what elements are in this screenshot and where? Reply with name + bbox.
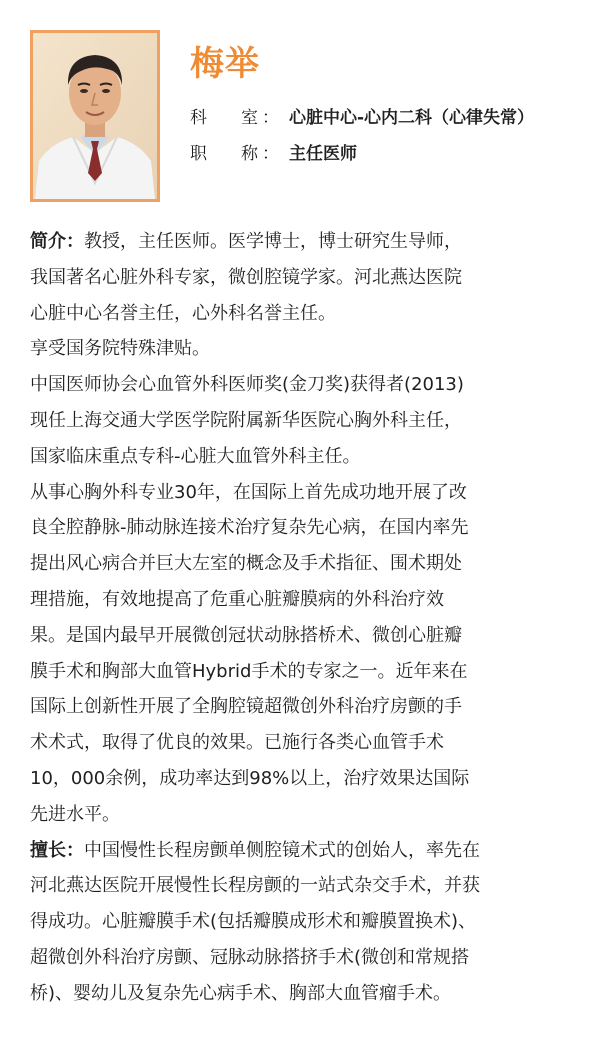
intro-line: 提出风心病合并巨大左室的概念及手术指征、围术期处 <box>30 553 462 575</box>
intro-line: 现任上海交通大学医学院附属新华医院心胸外科主任， <box>30 409 462 431</box>
intro-line: 先进水平。 <box>30 803 120 825</box>
specialty-text: 中国慢性长程房颤单侧腔镜术式的创始人，率先在 <box>84 839 480 861</box>
department-label: 科 室 <box>190 108 258 128</box>
biography <box>30 224 575 1012</box>
intro-line: 从事心胸外科专业30年，在国际上首先成功地开展了改 <box>30 481 467 503</box>
intro-line: 我国著名心脏外科专家，微创腔镜学家。河北燕达医院 <box>30 266 462 288</box>
intro-text: 教授，主任医师。医学博士，博士研究生导师， <box>84 231 462 252</box>
intro-line: 享受国务院特殊津贴。 <box>30 338 210 360</box>
doctor-photo <box>30 30 160 202</box>
department-row <box>190 106 534 130</box>
job-title-colon: ： <box>262 144 279 164</box>
intro-line: 良全腔静脉-肺动脉连接术治疗复杂先心病，在国内率先 <box>30 517 469 539</box>
department-colon: ： <box>262 108 279 128</box>
doctor-name: 梅举 <box>190 44 260 84</box>
specialty-line: 超微创外科治疗房颤、冠脉动脉搭挤手术(微创和常规搭 <box>30 946 470 968</box>
specialty-line <box>30 833 575 869</box>
intro-line: 理措施，有效地提高了危重心脏瓣膜病的外科治疗效 <box>30 588 444 610</box>
intro-line: 心脏中心名誉主任，心外科名誉主任。 <box>30 302 336 324</box>
intro-line: 10，000余例，成功率达到98%以上，治疗效果达国际 <box>30 767 470 789</box>
job-title-row <box>190 142 357 166</box>
specialty-line: 河北燕达医院开展慢性长程房颤的一站式杂交手术，并获 <box>30 875 480 897</box>
department-value: 心脏中心-心内二科（心律失常） <box>289 108 535 128</box>
intro-label: 简介： <box>30 231 84 252</box>
specialty-label: 擅长： <box>30 839 84 861</box>
specialty-line: 得成功。心脏瓣膜手术(包括瓣膜成形术和瓣膜置换术)、 <box>30 911 477 933</box>
job-title-value: 主任医师 <box>289 144 357 164</box>
specialty-line: 桥)、婴幼儿及复杂先心病手术、胸部大血管瘤手术。 <box>30 982 452 1004</box>
intro-line <box>30 224 575 260</box>
intro-line: 膜手术和胸部大血管Hybrid手术的专家之一。近年来在 <box>30 660 468 682</box>
job-title-label: 职 称 <box>190 144 258 164</box>
doctor-portrait-image <box>33 33 157 199</box>
intro-line: 国际上创新性开展了全胸腔镜超微创外科治疗房颤的手 <box>30 696 462 718</box>
intro-line: 术术式，取得了优良的效果。已施行各类心血管手术 <box>30 732 444 754</box>
intro-line: 国家临床重点专科-心脏大血管外科主任。 <box>30 445 361 467</box>
intro-line: 中国医师协会心血管外科医师奖(金刀奖)获得者(2013) <box>30 374 464 396</box>
intro-line: 果。是国内最早开展微创冠状动脉搭桥术、微创心脏瓣 <box>30 624 462 646</box>
